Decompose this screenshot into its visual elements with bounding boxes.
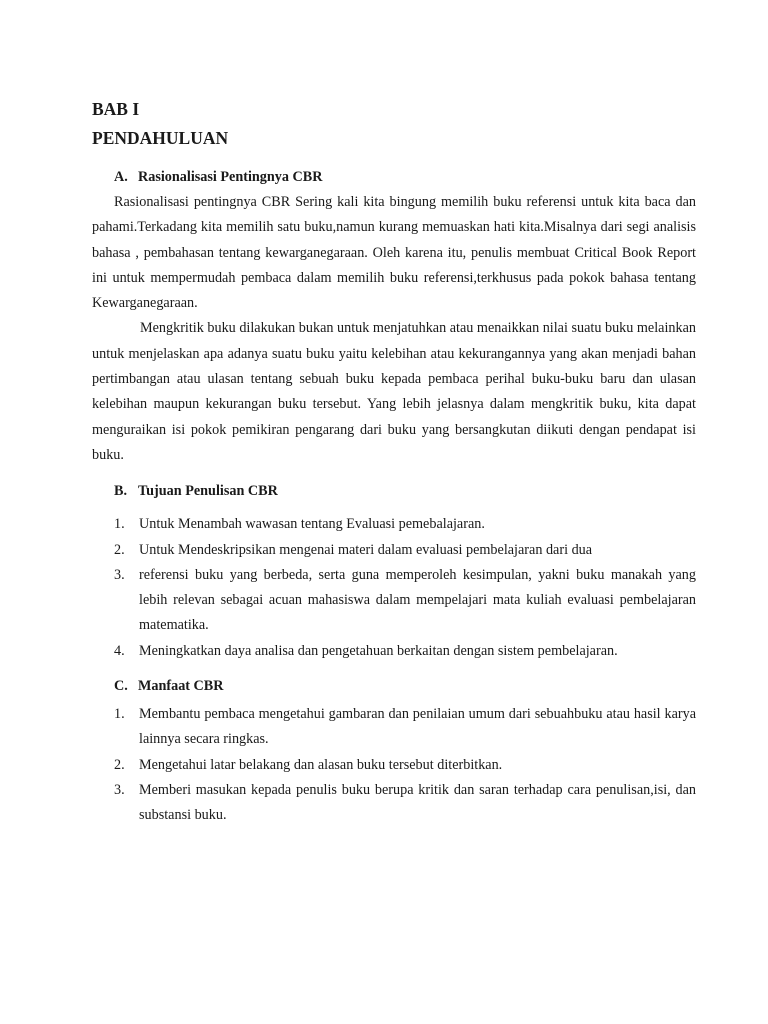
chapter-number: BAB I <box>92 99 140 119</box>
list-item <box>92 538 696 563</box>
list-item <box>92 778 696 829</box>
section-letter: A. <box>114 169 128 185</box>
list-item <box>92 563 696 639</box>
section-letter: B. <box>114 483 128 500</box>
section-title: Manfaat CBR <box>138 678 224 695</box>
list-item <box>92 753 696 778</box>
list-number: 3. <box>114 566 125 583</box>
section-letter: C. <box>114 678 128 695</box>
list-number: 4. <box>114 642 125 659</box>
list-number: 3. <box>114 781 125 798</box>
list-text: Mengetahui latar belakang dan alasan buku tersebut diterbitkan. <box>139 756 503 773</box>
list-item <box>92 512 696 537</box>
section-heading <box>92 165 696 190</box>
document-page <box>92 96 696 829</box>
section-heading <box>92 674 696 699</box>
section-heading <box>92 479 696 504</box>
paragraph: Mengkritik buku dilakukan bukan untuk menjatuhkan atau menaikkan nilai suatu buku melainkan untuk menjelaskan apa adanya suatu buku yaitu kelebihan atau kekurangannya yang akan menjadi bahan pertimbangan atau ulasan tentang sebuah buku kepada pembaca perihal buku-buku baru dan ulasan kelebihan maupun kekurangan buku tersebut. Yang lebih jelasnya dalam mengkritik buku, kita dapat menguraikan isi pokok pemikiran pengarang dari buku yang bersangkutan diikuti dengan pendapat isi buku. <box>92 320 696 463</box>
list-item <box>92 702 696 753</box>
goals-list <box>92 512 696 664</box>
list-text: Memberi masukan kepada penulis buku berupa kritik dan saran terhadap cara penulisan,isi, dan substansi buku. <box>139 781 696 824</box>
list-text: Membantu pembaca mengetahui gambaran dan penilaian umum dari sebuahbuku atau hasil karya lainnya secara ringkas. <box>139 706 696 748</box>
list-text: Meningkatkan daya analisa dan pengetahuan berkaitan dengan sistem pembelajaran. <box>139 642 618 659</box>
section-b <box>92 479 696 664</box>
section-a <box>92 165 696 468</box>
list-text: Untuk Menambah wawasan tentang Evaluasi pemebalajaran. <box>139 516 485 533</box>
list-number: 1. <box>114 706 125 723</box>
section-title: Rasionalisasi Pentingnya CBR <box>138 169 323 185</box>
list-number: 1. <box>114 516 125 533</box>
section-title: Tujuan Penulisan CBR <box>138 483 278 500</box>
list-number: 2. <box>114 541 125 558</box>
paragraph: Rasionalisasi pentingnya CBR Sering kali kita bingung memilih buku referensi untuk kita baca dan pahami.Terkadang kita memilih satu buku,namun kurang memuaskan hati kita.Misalnya dari segi analisis bahasa , pembahasan tentang kewarganegaraan. Oleh karena itu, penulis membuat Critical Book Report ini untuk mempermudah pembaca dalam memilih buku referensi,terkhusus pada pokok bahasa tentang Kewarganegaraan. <box>92 194 696 312</box>
list-number: 2. <box>114 756 125 773</box>
list-text: Untuk Mendeskripsikan mengenai materi dalam evaluasi pembelajaran dari dua <box>139 541 593 558</box>
benefits-list <box>92 702 696 828</box>
list-item <box>92 639 696 664</box>
list-text: referensi buku yang berbeda, serta guna memperoleh kesimpulan, yakni buku manakah yang lebih relevan sebagai acuan mahasiswa dalam mempelajari mata kuliah evaluasi pembelajaran matematika. <box>139 566 696 634</box>
section-c <box>92 674 696 828</box>
chapter-title: PENDAHULUAN <box>92 128 229 148</box>
